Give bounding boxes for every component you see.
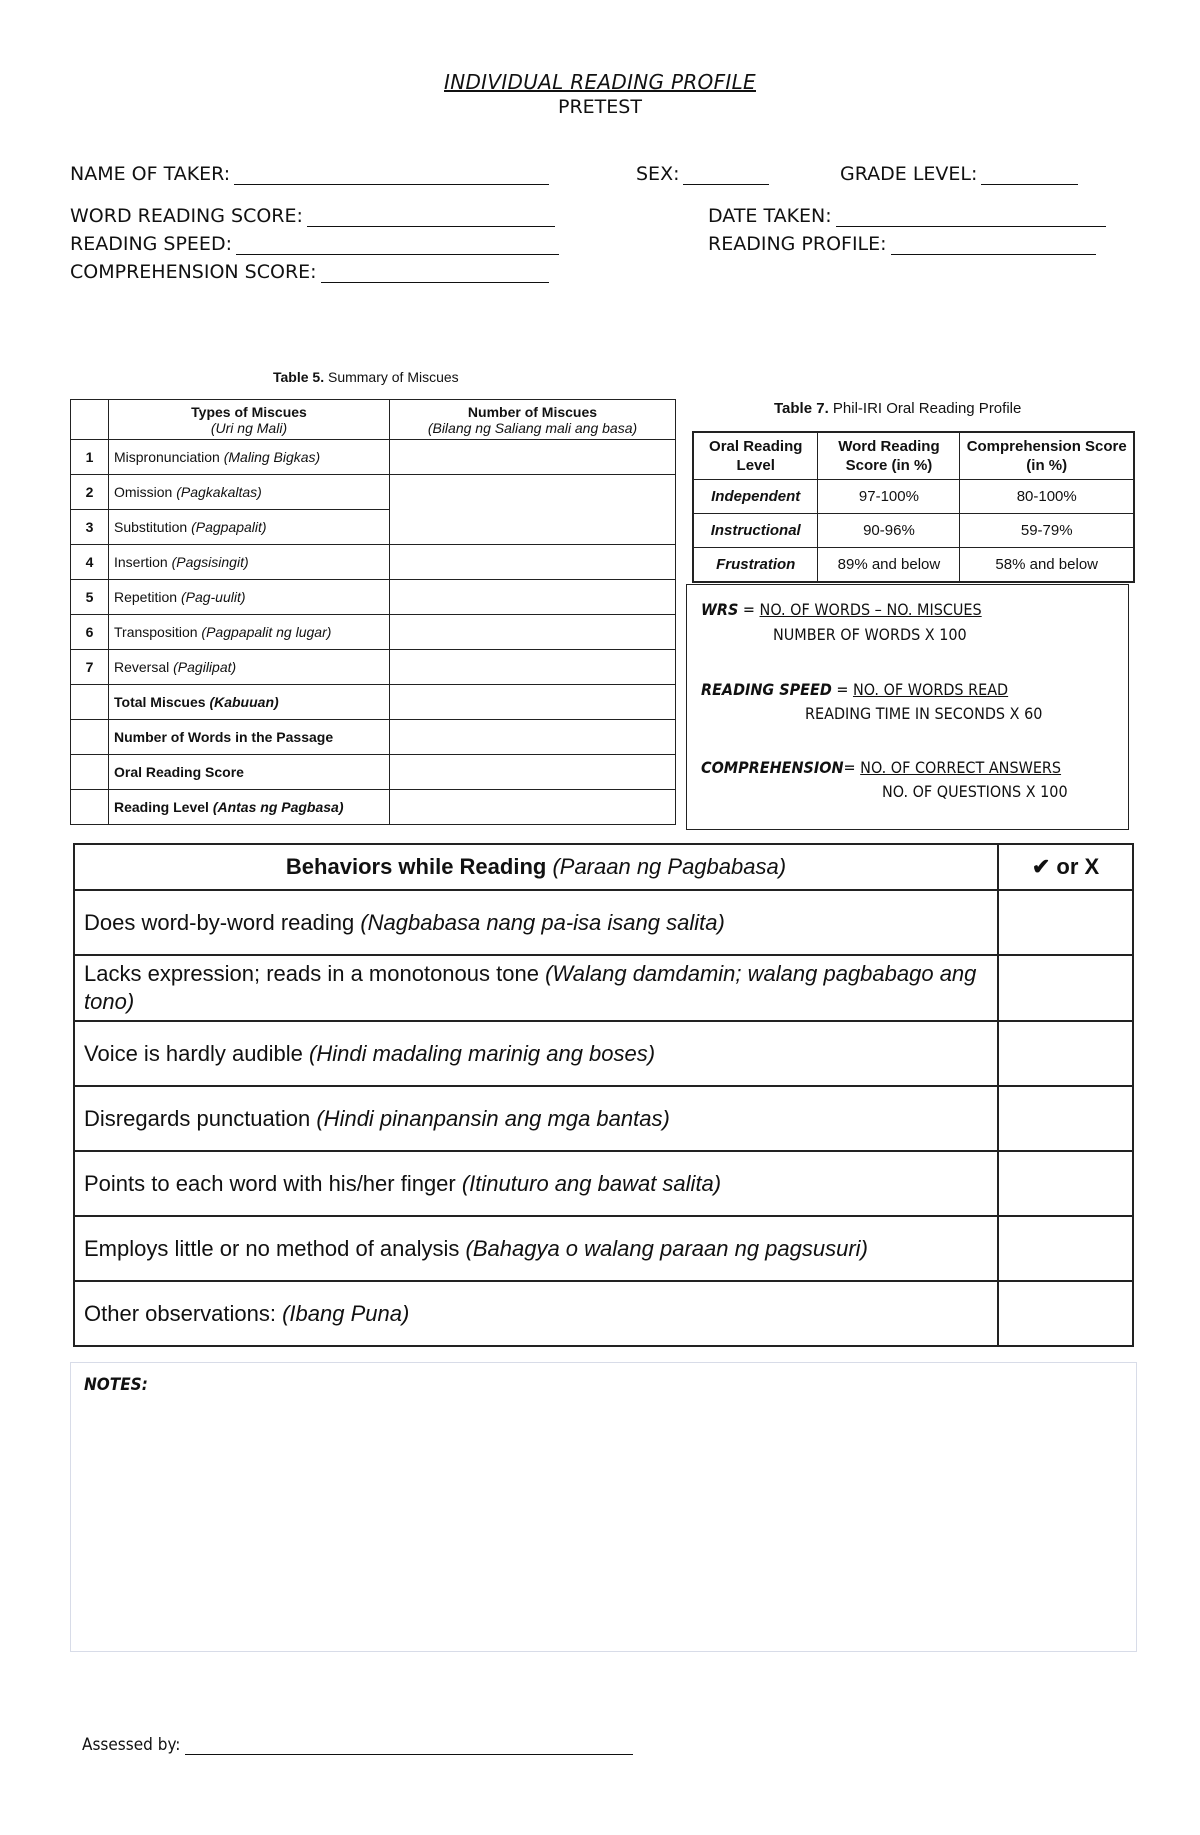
profile-word-score: 90-96% — [818, 514, 960, 548]
miscue-type: Transposition (Pagpapalit ng lugar) — [109, 615, 390, 650]
behavior-check-cell[interactable] — [998, 1086, 1133, 1151]
miscue-number: 4 — [71, 545, 109, 580]
profile-comp-score: 80-100% — [960, 480, 1134, 514]
behavior-row — [74, 1281, 1133, 1346]
profile-comp-score: 59-79% — [960, 514, 1134, 548]
comprehension-score-label: COMPREHENSION SCORE: — [70, 261, 317, 283]
miscue-number: 7 — [71, 650, 109, 685]
speed-denominator: READING TIME IN SECONDS X 60 — [805, 704, 1043, 723]
sex-field[interactable] — [636, 163, 769, 185]
behavior-row — [74, 1151, 1133, 1216]
profile-header-level: Oral Reading Level — [693, 432, 818, 480]
miscue-type: Insertion (Pagsisingit) — [109, 545, 390, 580]
profile-header-comp: Comprehension Score (in %) — [960, 432, 1134, 480]
behavior-row — [74, 1021, 1133, 1086]
miscue-row — [71, 615, 676, 650]
comprehension-score-blank[interactable] — [321, 262, 549, 283]
behavior-text: Voice is hardly audible (Hindi madaling marinig ang boses) — [74, 1021, 998, 1086]
check-header: ✔ or X — [998, 844, 1133, 890]
assessed-by-blank[interactable] — [185, 1738, 633, 1755]
comprehension-score-field[interactable] — [70, 261, 549, 283]
formula-box — [686, 584, 1129, 830]
profile-row — [693, 548, 1134, 583]
reading-speed-label: READING SPEED: — [70, 233, 232, 255]
miscue-number: 6 — [71, 615, 109, 650]
reading-profile-label: READING PROFILE: — [708, 233, 887, 255]
profile-level: Independent — [693, 480, 818, 514]
wrs-numerator: NO. OF WORDS – NO. MISCUES — [759, 600, 982, 619]
behavior-check-cell[interactable] — [998, 890, 1133, 955]
miscue-count-cell[interactable] — [390, 615, 676, 650]
profile-word-score: 89% and below — [818, 548, 960, 583]
behaviors-table — [73, 843, 1134, 1347]
wrs-label: WRS — [701, 600, 739, 619]
behavior-text: Lacks expression; reads in a monotonous tone (Walang damdamin; walang pagbabago ang tono) — [74, 955, 998, 1021]
wrs-denominator: NUMBER OF WORDS X 100 — [773, 625, 967, 644]
reading-profile-blank[interactable] — [891, 234, 1096, 255]
miscue-number: 1 — [71, 440, 109, 475]
behavior-text: Employs little or no method of analysis (Bahagya o walang paraan ng pagsusuri) — [74, 1216, 998, 1281]
comprehension-formula: COMPREHENSION= NO. OF CORRECT ANSWERS — [701, 758, 1062, 777]
grade-field[interactable] — [840, 163, 1078, 185]
notes-box[interactable] — [70, 1362, 1137, 1652]
behavior-text: Points to each word with his/her finger (Itinuturo ang bawat salita) — [74, 1151, 998, 1216]
behavior-text: Other observations: (Ibang Puna) — [74, 1281, 998, 1346]
miscue-count-cell[interactable] — [390, 440, 676, 475]
total-miscues-row — [71, 685, 676, 720]
speed-label: READING SPEED — [701, 680, 832, 699]
reading-level-label: Reading Level (Antas ng Pagbasa) — [109, 790, 390, 825]
behavior-check-cell[interactable] — [998, 1021, 1133, 1086]
table7-caption — [774, 400, 1021, 417]
word-reading-score-label: WORD READING SCORE: — [70, 205, 303, 227]
miscues-table — [70, 399, 676, 825]
name-label: NAME OF TAKER: — [70, 163, 231, 185]
behavior-row — [74, 1086, 1133, 1151]
words-row — [71, 720, 676, 755]
miscue-type: Substitution (Pagpapalit) — [109, 510, 390, 545]
form-title: INDIVIDUAL READING PROFILE — [444, 70, 756, 94]
table7-caption-text: Phil-IRI Oral Reading Profile — [828, 400, 1022, 417]
assessed-by-field[interactable] — [82, 1735, 633, 1755]
word-reading-score-blank[interactable] — [307, 206, 555, 227]
behavior-text: Does word-by-word reading (Nagbabasa nang pa-isa isang salita) — [74, 890, 998, 955]
behavior-row — [74, 890, 1133, 955]
reading-speed-blank[interactable] — [236, 234, 559, 255]
reading-profile-field[interactable] — [708, 233, 1096, 255]
behavior-row — [74, 1216, 1133, 1281]
miscue-count-cell[interactable] — [390, 580, 676, 615]
sex-blank[interactable] — [683, 164, 769, 185]
behavior-check-cell[interactable] — [998, 955, 1133, 1021]
behaviors-header-row — [74, 844, 1133, 890]
date-taken-field[interactable] — [708, 205, 1106, 227]
profile-header-row — [693, 432, 1134, 480]
miscue-row — [71, 545, 676, 580]
wrs-formula: WRS = NO. OF WORDS – NO. MISCUES — [701, 600, 982, 619]
comprehension-label: COMPREHENSION — [701, 758, 844, 777]
notes-label: NOTES: — [84, 1375, 148, 1395]
behaviors-header: Behaviors while Reading (Paraan ng Pagbabasa) — [74, 844, 998, 890]
miscue-number: 2 — [71, 475, 109, 510]
oral-reading-profile-table — [692, 431, 1135, 583]
profile-level: Frustration — [693, 548, 818, 583]
miscue-row — [71, 650, 676, 685]
miscues-num-header — [71, 400, 109, 440]
words-label: Number of Words in the Passage — [109, 720, 390, 755]
behavior-text: Disregards punctuation (Hindi pinanpansin ang mga bantas) — [74, 1086, 998, 1151]
miscue-count-cell[interactable] — [390, 475, 676, 545]
form-subtitle: PRETEST — [558, 96, 642, 118]
oral-score-cell[interactable] — [390, 755, 676, 790]
comprehension-denominator: NO. OF QUESTIONS X 100 — [882, 782, 1068, 801]
table5-caption — [273, 369, 459, 385]
profile-word-score: 97-100% — [818, 480, 960, 514]
miscue-type: Reversal (Pagilipat) — [109, 650, 390, 685]
name-blank[interactable] — [234, 164, 549, 185]
miscue-type: Repetition (Pag-uulit) — [109, 580, 390, 615]
behavior-check-cell[interactable] — [998, 1281, 1133, 1346]
profile-header-word: Word Reading Score (in %) — [818, 432, 960, 480]
miscue-row — [71, 580, 676, 615]
sex-label: SEX: — [636, 163, 680, 185]
reading-level-cell[interactable] — [390, 790, 676, 825]
miscue-type: Omission (Pagkakaltas) — [109, 475, 390, 510]
words-cell[interactable] — [390, 720, 676, 755]
miscue-row — [71, 440, 676, 475]
word-reading-score-field[interactable] — [70, 205, 555, 227]
miscues-type-header: Types of Miscues (Uri ng Mali) — [109, 400, 390, 440]
total-miscues-label: Total Miscues (Kabuuan) — [109, 685, 390, 720]
miscues-count-header: Number of Miscues (Bilang ng Saliang mali ang basa) — [390, 400, 676, 440]
miscue-number: 5 — [71, 580, 109, 615]
comprehension-numerator: NO. OF CORRECT ANSWERS — [860, 758, 1062, 777]
assessed-by-label: Assessed by: — [82, 1735, 186, 1755]
oral-score-row — [71, 755, 676, 790]
table7-caption-number: Table 7. — [774, 400, 829, 417]
grade-blank[interactable] — [981, 164, 1078, 185]
date-taken-label: DATE TAKEN: — [708, 205, 832, 227]
miscue-type: Mispronunciation (Maling Bigkas) — [109, 440, 390, 475]
profile-level: Instructional — [693, 514, 818, 548]
miscues-header-row — [71, 400, 676, 440]
profile-row — [693, 514, 1134, 548]
name-field[interactable] — [70, 163, 549, 185]
speed-numerator: NO. OF WORDS READ — [852, 680, 1009, 699]
miscue-row — [71, 475, 676, 510]
reading-level-row — [71, 790, 676, 825]
oral-score-label: Oral Reading Score — [109, 755, 390, 790]
table5-caption-number: Table 5. — [273, 369, 325, 385]
reading-speed-field[interactable] — [70, 233, 559, 255]
profile-row — [693, 480, 1134, 514]
miscue-count-cell[interactable] — [390, 545, 676, 580]
behavior-check-cell[interactable] — [998, 1216, 1133, 1281]
miscue-count-cell[interactable] — [390, 650, 676, 685]
table5-caption-text: Summary of Miscues — [324, 369, 459, 385]
miscue-number: 3 — [71, 510, 109, 545]
behavior-check-cell[interactable] — [998, 1151, 1133, 1216]
speed-formula: READING SPEED = NO. OF WORDS READ — [701, 680, 1009, 699]
grade-label: GRADE LEVEL: — [840, 163, 978, 185]
date-taken-blank[interactable] — [836, 206, 1106, 227]
behavior-row — [74, 955, 1133, 1021]
profile-comp-score: 58% and below — [960, 548, 1134, 583]
total-miscues-cell[interactable] — [390, 685, 676, 720]
